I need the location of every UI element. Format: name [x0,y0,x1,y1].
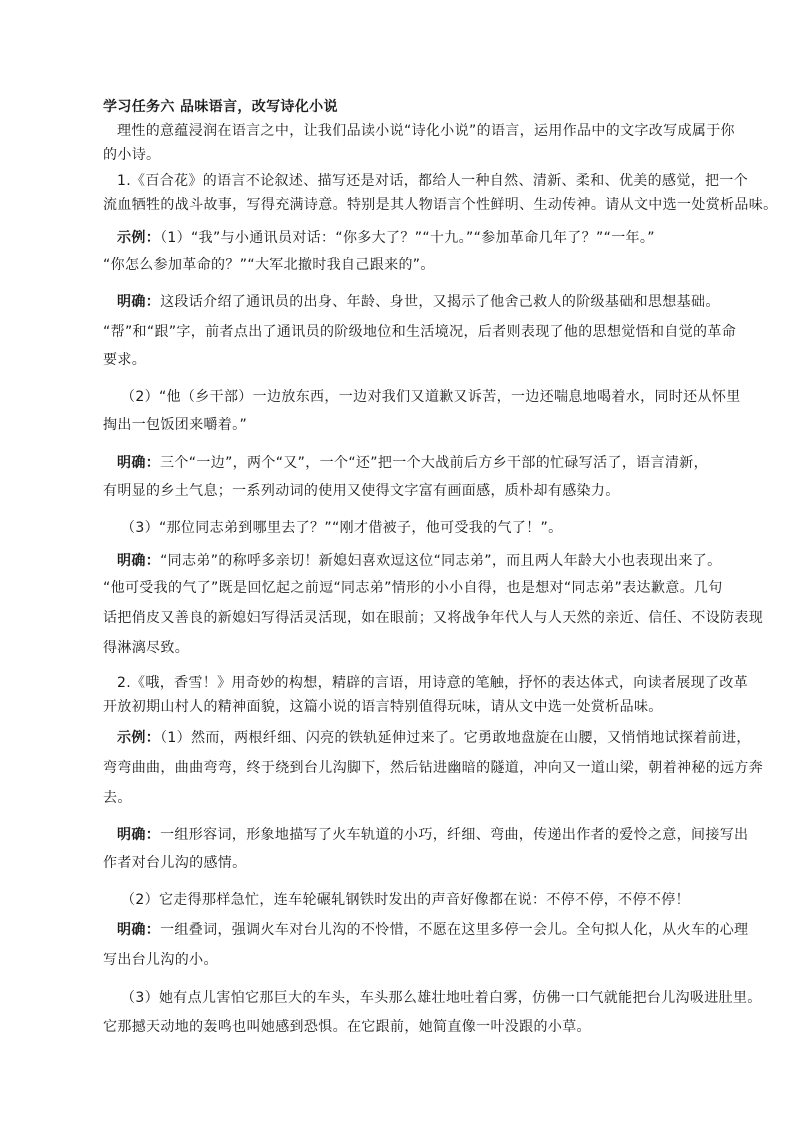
question-1-prompt: 流血牺牲的战斗故事，写得充满诗意。特别是其人物语言个性鲜明、生动传神。请从文中选一处赏析品味。 [103,197,778,213]
example-text: 去。 [103,790,132,806]
example-text: （2）“他（乡干部）一边放东西，一边对我们又道歉又诉苦，一边还喘息地喝着水，同时还从怀里 [121,389,741,405]
example-text: （1）然而，两根纤细、闪亮的铁轨延伸过来了。它勇敢地盘旋在山腰，又悄悄地试探着前进， [160,730,751,746]
answer-paragraph [117,453,708,473]
answer-label: 明确： [117,294,161,310]
answer-label: 明确： [117,827,161,843]
example-label: 示例： [117,230,161,246]
answer-text: 有明显的乡土气息；一系列动词的使用又使得文字富有画面感，质朴却有感染力。 [103,483,620,499]
answer-text: 这段话介绍了通讯员的出身、年龄、身世，又揭示了他舍己救人的阶级基础和思想基础。 [160,294,720,310]
answer-text: 作者对台儿沟的感情。 [103,855,247,871]
example-text: （3）她有点儿害怕它那巨大的车头，车头那么雄壮地吐着白雾，仿佛一口气就能把台儿沟吸进肚里。 [121,990,762,1006]
answer-paragraph [117,551,721,571]
answer-text: 一组形容词，形象地描写了火车轨道的小巧，纤细、弯曲，传递出作者的爱怜之意，间接写出 [160,827,749,843]
answer-text: 写出台儿沟的小。 [103,952,218,968]
answer-text: “帮”和“跟”字，前者点出了通讯员的阶级地位和生活境况，后者则表现了他的思想觉悟和自觉的革命 [103,324,737,340]
answer-paragraph [117,920,748,940]
answer-label: 明确： [117,922,161,938]
intro-line: 的小诗。 [103,147,161,163]
answer-text: 三个“一边”，两个“又”，一个“还”把一个大战前后方乡干部的忙碌写活了，语言清新， [160,455,708,471]
answer-text: 要求。 [103,352,147,368]
intro-line: 理性的意蕴浸润在语言之中，让我们品读小说“诗化小说”的语言，运用作品中的文字改写成属于你 [117,123,735,139]
answer-text: 一组叠词，强调火车对台儿沟的不怜惜，不愿在这里多停一会儿。全句拟人化，从火车的心理 [160,922,749,938]
question-1-prompt: 1.《百合花》的语言不论叙述、描写还是对话，都给人一种自然、清新、柔和、优美的感觉，把一个 [117,173,749,189]
example-text: 它那撼天动地的轰鸣也叫她感到恐惧。在它跟前，她简直像一叶没跟的小草。 [103,1019,591,1035]
answer-text: “同志弟”的称呼多亲切！新媳妇喜欢逗这位“同志弟”，而且两人年龄大小也表现出来了。 [160,553,722,569]
example-text: 掏出一包饭团来嚼着。” [103,417,248,433]
example-text: （3）“那位同志弟到哪里去了？”“刚才借被子，他可受我的气了！”。 [121,520,563,536]
example-text: （1）“我”与小通讯员对话：“你多大了？”“十九。”“参加革命几年了？”“一年。” [160,230,655,246]
answer-text: “他可受我的气了”既是回忆起之前逗“同志弟”情形的小小自得，也是想对“同志弟”表达歉意。几句 [103,580,723,596]
example-paragraph [117,228,655,248]
example-text: 弯弯曲曲，曲曲弯弯，终于绕到台儿沟脚下，然后钻进幽暗的隧道，冲向又一道山梁，朝着神秘的远方奔 [103,760,764,776]
question-2-prompt: 开放初期山村人的精神面貌，这篇小说的语言特别值得玩味，请从文中选一处赏析品味。 [103,699,663,715]
example-text: （2）它走得那样急忙，连车轮碾轧钢铁时发出的声音好像都在说：不停不停，不停不停！ [121,892,690,908]
example-label: 示例： [117,730,161,746]
example-text: “你怎么参加革命的？”“大军北撤时我自己跟来的”。 [103,257,435,273]
answer-label: 明确： [117,553,161,569]
task-heading: 学习任务六 品味语言，改写诗化小说 [103,99,338,115]
answer-paragraph [117,825,748,845]
question-2-prompt: 2.《哦，香雪！》用奇妙的构想，精辟的言语，用诗意的笔触，抒怀的表达体式，向读者展现了改革 [117,675,749,691]
answer-label: 明确： [117,455,161,471]
answer-paragraph [117,292,720,312]
answer-text: 得淋漓尽致。 [103,640,190,656]
example-paragraph [117,728,751,748]
answer-text: 话把俏皮又善良的新媳妇写得活灵活现，如在眼前；又将战争年代人与人天然的亲近、信任、不设防表现 [103,610,764,626]
